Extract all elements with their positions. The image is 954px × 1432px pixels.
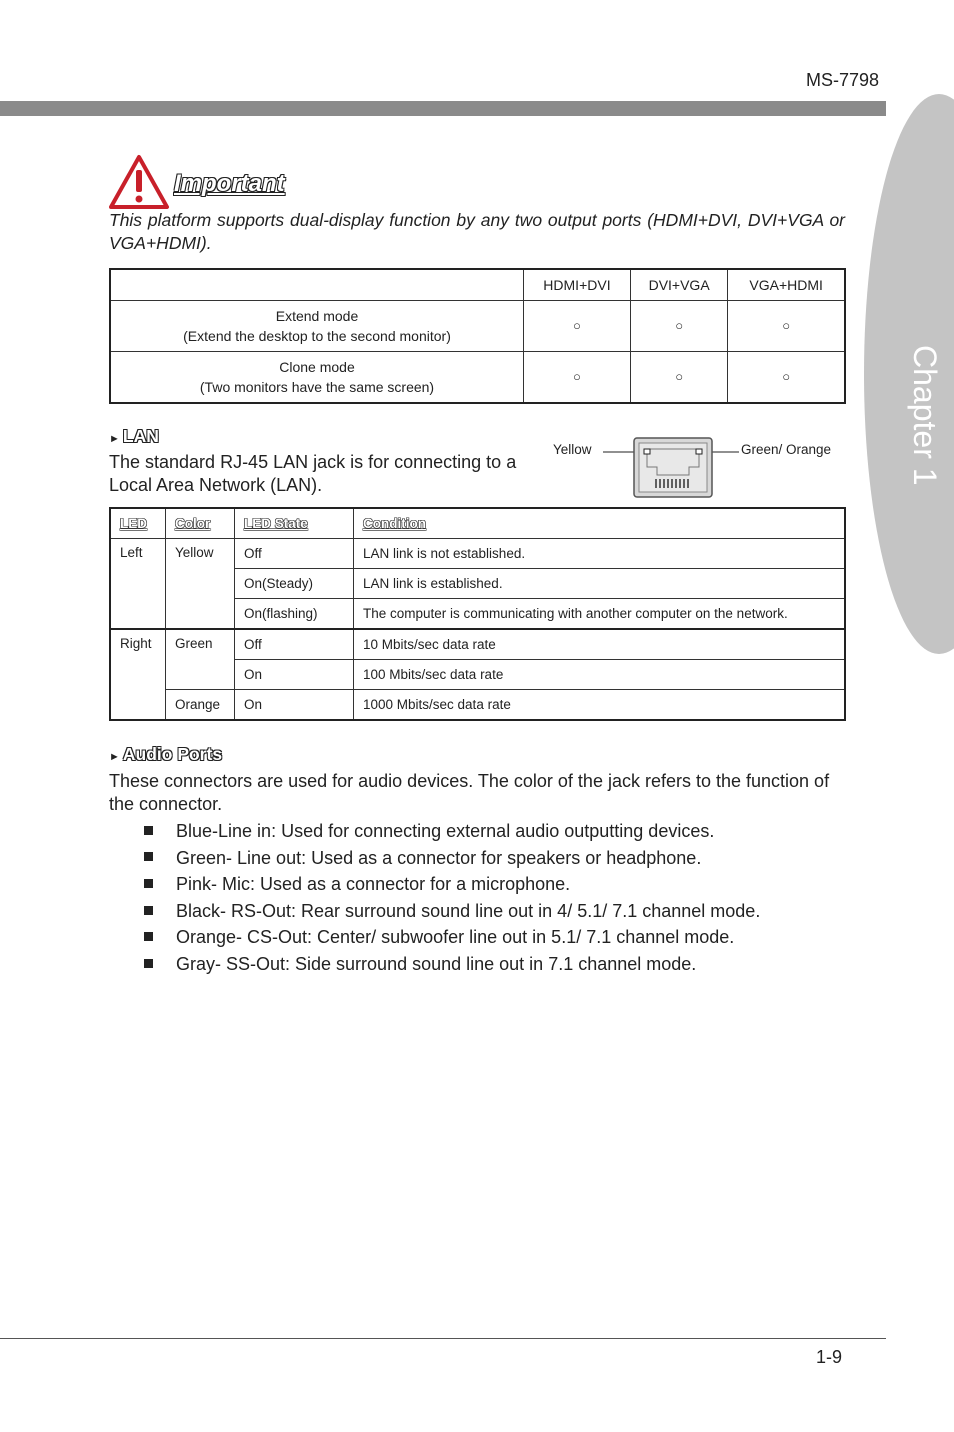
state-cell: On [235,660,354,690]
mode-cell [110,352,524,404]
table-header: Condition [354,508,846,539]
square-bullet-icon [144,879,153,888]
list-item: Blue-Line in: Used for connecting external audio outputting devices. [144,818,864,845]
support-mark: ○ [728,301,845,352]
table-header: LED State [235,508,354,539]
chapter-label: Chapter 1 [907,345,943,486]
square-bullet-icon [144,959,153,968]
table-header: VGA+HDMI [728,269,845,301]
mode-cell [110,301,524,352]
table-header-blank [110,269,524,301]
header-bar [0,101,886,116]
condition-cell: 10 Mbits/sec data rate [354,629,846,660]
table-header: DVI+VGA [630,269,727,301]
lan-heading-text: LAN [122,426,159,446]
square-bullet-icon [144,852,153,861]
led-cell: Left [110,539,166,630]
model-number: MS-7798 [806,70,880,90]
support-mark: ○ [524,352,631,404]
color-cell: Green [166,629,235,690]
mode-name: Extend mode [275,308,359,324]
state-cell: On [235,690,354,721]
list-item: Black- RS-Out: Rear surround sound line out in 4/ 5.1/ 7.1 channel mode. [144,898,864,925]
state-cell: Off [235,629,354,660]
table-header: HDMI+DVI [524,269,631,301]
audio-port-list [144,818,864,978]
support-mark: ○ [630,352,727,404]
condition-cell: LAN link is not established. [354,539,846,569]
condition-cell: LAN link is established. [354,569,846,599]
mode-name: Clone mode [279,359,355,375]
condition-cell: The computer is communicating with another computer on the network. [354,599,846,630]
color-cell: Yellow [166,539,235,630]
support-mark: ○ [524,301,631,352]
important-note: This platform supports dual-display function by any two output ports (HDMI+DVI, DVI+VGA or VGA+HDMI). [109,210,845,253]
list-item: Gray- SS-Out: Side surround sound line out in 7.1 channel mode. [144,951,864,978]
mode-desc: (Two monitors have the same screen) [199,379,435,395]
audio-description: These connectors are used for audio devices. The color of the jack refers to the function of the connector. [109,771,830,814]
lan-led-table [109,507,846,721]
led-cell: Right [110,629,166,720]
support-mark: ○ [728,352,845,404]
state-cell: On(flashing) [235,599,354,630]
table-row [110,690,845,721]
table-row [110,539,845,569]
list-item: Green- Line out: Used as a connector for speakers or headphone. [144,845,864,872]
lan-led-left-label: Yellow [553,442,592,457]
page-number: 1-9 [816,1347,843,1367]
list-item: Orange- CS-Out: Center/ subwoofer line out in 5.1/ 7.1 channel mode. [144,924,864,951]
important-title: Important [174,170,285,197]
warning-icon [108,154,170,215]
color-cell: Orange [166,690,235,721]
audio-heading [109,744,222,765]
table-header: Color [166,508,235,539]
table-row [110,301,845,352]
square-bullet-icon [144,932,153,941]
triangle-bullet-icon: ► [109,751,120,763]
lan-description: The standard RJ-45 LAN jack is for connecting to a Local Area Network (LAN). [109,452,517,495]
footer-rule [0,1338,886,1339]
triangle-bullet-icon: ► [109,433,120,445]
condition-cell: 1000 Mbits/sec data rate [354,690,846,721]
state-cell: Off [235,539,354,569]
mode-desc: (Extend the desktop to the second monitor) [183,328,451,344]
lan-led-right-label: Green/ Orange [741,442,832,457]
display-mode-table [109,268,846,404]
square-bullet-icon [144,906,153,915]
square-bullet-icon [144,826,153,835]
table-header: LED [110,508,166,539]
audio-heading-text: Audio Ports [122,744,223,764]
condition-cell: 100 Mbits/sec data rate [354,660,846,690]
table-row [110,629,845,660]
lan-heading [109,426,159,447]
support-mark: ○ [630,301,727,352]
state-cell: On(Steady) [235,569,354,599]
list-item: Pink- Mic: Used as a connector for a microphone. [144,871,864,898]
rj45-jack-icon [603,437,743,504]
table-row [110,352,845,404]
